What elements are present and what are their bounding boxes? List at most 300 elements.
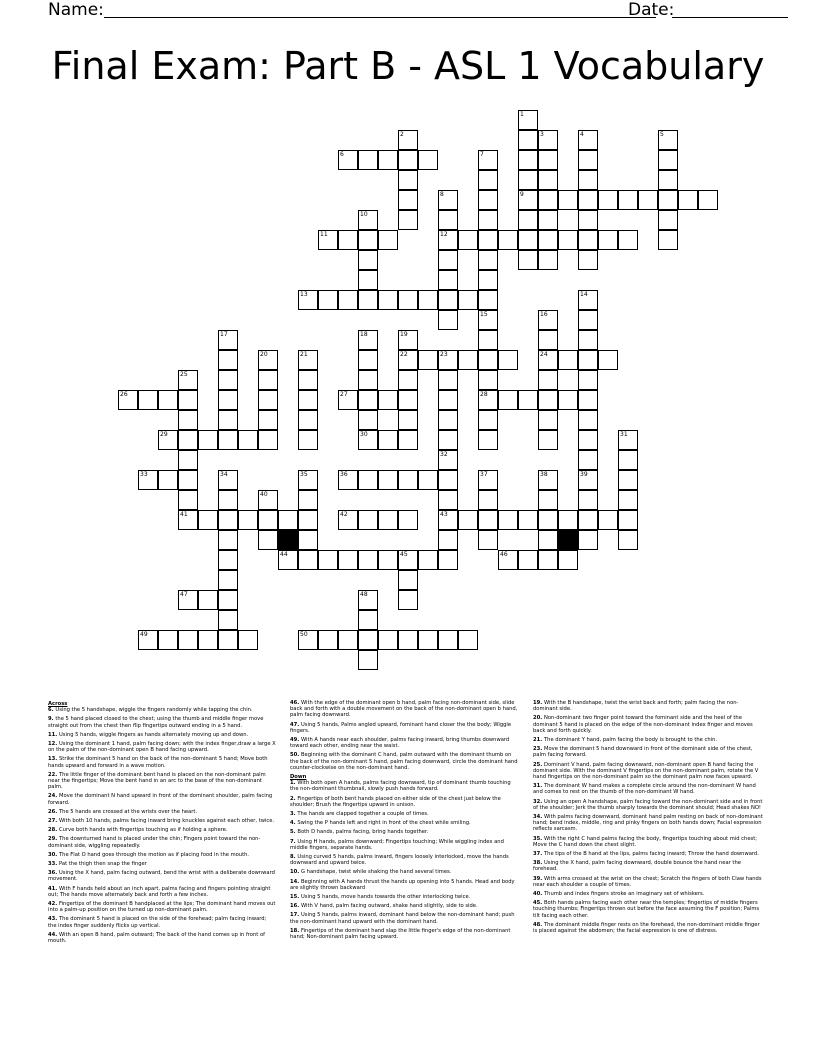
grid-cell[interactable]: [538, 130, 558, 150]
grid-cell[interactable]: [538, 490, 558, 510]
grid-cell[interactable]: [358, 250, 378, 270]
grid-cell[interactable]: [338, 630, 358, 650]
grid-cell[interactable]: [378, 390, 398, 410]
grid-cell[interactable]: [218, 610, 238, 630]
clue-item-number: 16.: [290, 903, 301, 910]
grid-cell[interactable]: [438, 250, 458, 270]
grid-cell[interactable]: [358, 470, 378, 490]
grid-cell[interactable]: [618, 450, 638, 470]
grid-cell[interactable]: [578, 370, 598, 390]
grid-cell[interactable]: [178, 450, 198, 470]
grid-cell[interactable]: [558, 190, 578, 210]
clue-number: 23: [440, 351, 448, 358]
grid-cell[interactable]: [658, 150, 678, 170]
grid-cell[interactable]: [358, 270, 378, 290]
grid-cell[interactable]: [378, 630, 398, 650]
grid-cell[interactable]: [578, 450, 598, 470]
clue-item-text: The dominant middle finger rests on the forehead, the non-dominant middle finger is placed against the abdomen; the facial expression is one of distress.: [533, 921, 760, 935]
grid-cell[interactable]: [398, 330, 418, 350]
grid-cell[interactable]: [498, 230, 518, 250]
clue-item: [533, 876, 763, 888]
grid-cell[interactable]: [278, 510, 298, 530]
grid-cell[interactable]: [338, 230, 358, 250]
grid-cell[interactable]: [518, 550, 538, 570]
clue-number: 9: [520, 191, 524, 198]
grid-cell[interactable]: [518, 110, 538, 130]
grid-cell[interactable]: [538, 430, 558, 450]
grid-cell[interactable]: [538, 150, 558, 170]
grid-cell[interactable]: [518, 250, 538, 270]
grid-cell[interactable]: [618, 190, 638, 210]
grid-cell[interactable]: [138, 470, 158, 490]
grid-cell[interactable]: [538, 310, 558, 330]
grid-cell[interactable]: [258, 430, 278, 450]
grid-cell[interactable]: [358, 510, 378, 530]
grid-cell[interactable]: [518, 190, 538, 210]
grid-cell[interactable]: [458, 630, 478, 650]
grid-cell[interactable]: [318, 230, 338, 250]
grid-cell[interactable]: [558, 350, 578, 370]
grid-cell[interactable]: [398, 430, 418, 450]
grid-cell[interactable]: [678, 190, 698, 210]
clue-item-text: Dominant V hand, palm facing downward, non-dominant open B hand facing the dominant side. With the dominant V fingertips on the non-dominant palm, rotate the V hand fingertips on the non-dominant palm so the dominant palm now faces upward.: [533, 761, 759, 781]
grid-cell[interactable]: [478, 270, 498, 290]
clue-item-text: With arms crossed at the wrist on the chest; Scratch the fingers of both Claw hands near each shoulder a couple of times.: [533, 875, 762, 888]
grid-cell[interactable]: [478, 190, 498, 210]
grid-cell[interactable]: [298, 490, 318, 510]
grid-cell[interactable]: [518, 150, 538, 170]
grid-cell[interactable]: [238, 630, 258, 650]
grid-cell[interactable]: [538, 230, 558, 250]
grid-cell[interactable]: [118, 390, 138, 410]
grid-cell[interactable]: [578, 150, 598, 170]
grid-cell[interactable]: [218, 490, 238, 510]
grid-cell[interactable]: [478, 410, 498, 430]
grid-cell[interactable]: [218, 550, 238, 570]
grid-cell[interactable]: [358, 610, 378, 630]
grid-cell[interactable]: [578, 290, 598, 310]
grid-cell[interactable]: [378, 470, 398, 490]
clue-item: [290, 796, 518, 808]
grid-cell[interactable]: [598, 230, 618, 250]
grid-cell[interactable]: [178, 590, 198, 610]
grid-cell[interactable]: [538, 510, 558, 530]
grid-cell[interactable]: [578, 190, 598, 210]
grid-cell[interactable]: [198, 510, 218, 530]
grid-cell[interactable]: [298, 430, 318, 450]
grid-cell[interactable]: [258, 370, 278, 390]
grid-cell[interactable]: [518, 230, 538, 250]
grid-cell[interactable]: [398, 210, 418, 230]
grid-cell[interactable]: [358, 330, 378, 350]
grid-cell[interactable]: [398, 550, 418, 570]
grid-cell[interactable]: [598, 510, 618, 530]
grid-cell[interactable]: [538, 250, 558, 270]
grid-cell[interactable]: [478, 250, 498, 270]
grid-cell[interactable]: [478, 350, 498, 370]
grid-cell[interactable]: [418, 290, 438, 310]
grid-cell[interactable]: [378, 550, 398, 570]
grid-cell[interactable]: [498, 510, 518, 530]
grid-cell[interactable]: [298, 630, 318, 650]
grid-cell[interactable]: [538, 190, 558, 210]
grid-cell[interactable]: [438, 190, 458, 210]
grid-cell[interactable]: [218, 570, 238, 590]
grid-cell[interactable]: [138, 630, 158, 650]
grid-cell[interactable]: [478, 150, 498, 170]
grid-cell[interactable]: [438, 310, 458, 330]
grid-cell[interactable]: [178, 430, 198, 450]
grid-cell[interactable]: [438, 350, 458, 370]
grid-cell[interactable]: [658, 130, 678, 150]
grid-cell[interactable]: [298, 470, 318, 490]
grid-cell[interactable]: [578, 530, 598, 550]
grid-cell[interactable]: [578, 490, 598, 510]
grid-cell[interactable]: [438, 230, 458, 250]
grid-cell[interactable]: [598, 190, 618, 210]
clue-column-1: [48, 700, 276, 947]
grid-cell[interactable]: [198, 590, 218, 610]
grid-cell[interactable]: [398, 570, 418, 590]
grid-cell[interactable]: [358, 430, 378, 450]
grid-cell[interactable]: [478, 510, 498, 530]
grid-cell[interactable]: [438, 410, 458, 430]
grid-cell[interactable]: [398, 370, 418, 390]
grid-cell[interactable]: [258, 390, 278, 410]
clue-item: [290, 854, 518, 866]
grid-cell[interactable]: [338, 470, 358, 490]
grid-cell[interactable]: [218, 370, 238, 390]
grid-cell[interactable]: [538, 470, 558, 490]
clue-item-text: The dominant Y hand, palm facing the body is brought to the chin.: [544, 737, 718, 744]
clue-item-number: 23.: [533, 746, 544, 753]
grid-cell[interactable]: [598, 350, 618, 370]
grid-cell[interactable]: [398, 470, 418, 490]
grid-cell[interactable]: [578, 390, 598, 410]
grid-cell[interactable]: [538, 530, 558, 550]
grid-cell[interactable]: [438, 290, 458, 310]
grid-cell[interactable]: [378, 230, 398, 250]
grid-cell[interactable]: [178, 470, 198, 490]
grid-cell[interactable]: [298, 530, 318, 550]
clue-item-number: 11.: [48, 731, 59, 738]
grid-cell[interactable]: [578, 230, 598, 250]
clue-number: 32: [440, 451, 448, 458]
grid-cell[interactable]: [178, 510, 198, 530]
clue-number: 50: [300, 631, 308, 638]
grid-cell[interactable]: [378, 510, 398, 530]
grid-cell[interactable]: [438, 390, 458, 410]
black-square: [278, 530, 298, 550]
grid-cell[interactable]: [398, 290, 418, 310]
grid-cell[interactable]: [178, 490, 198, 510]
clue-item: [533, 746, 763, 758]
grid-cell[interactable]: [478, 530, 498, 550]
clue-item-number: 9.: [48, 716, 56, 723]
grid-cell[interactable]: [158, 430, 178, 450]
grid-cell[interactable]: [358, 650, 378, 670]
grid-cell[interactable]: [578, 210, 598, 230]
grid-cell[interactable]: [338, 510, 358, 530]
grid-cell[interactable]: [338, 150, 358, 170]
grid-cell[interactable]: [218, 510, 238, 530]
grid-cell[interactable]: [478, 370, 498, 390]
grid-cell[interactable]: [618, 470, 638, 490]
grid-cell[interactable]: [538, 410, 558, 430]
grid-cell[interactable]: [358, 590, 378, 610]
grid-cell[interactable]: [178, 410, 198, 430]
grid-cell[interactable]: [338, 550, 358, 570]
clue-number: 40: [260, 491, 268, 498]
clue-item-text: Fingertips of both bent hands placed on either side of the chest just below the shoulder; Brush the fingertips upward in unison.: [290, 795, 501, 808]
grid-cell[interactable]: [478, 330, 498, 350]
clue-number: 30: [360, 431, 368, 438]
grid-cell[interactable]: [398, 130, 418, 150]
grid-cell[interactable]: [518, 390, 538, 410]
grid-cell[interactable]: [318, 290, 338, 310]
date-field[interactable]: [672, 17, 788, 18]
grid-cell[interactable]: [438, 370, 458, 390]
grid-cell[interactable]: [558, 230, 578, 250]
grid-cell[interactable]: [398, 170, 418, 190]
grid-cell[interactable]: [518, 170, 538, 190]
grid-cell[interactable]: [358, 550, 378, 570]
grid-cell[interactable]: [518, 210, 538, 230]
clue-item-number: 48.: [533, 921, 544, 928]
grid-cell[interactable]: [438, 450, 458, 470]
grid-cell[interactable]: [578, 350, 598, 370]
grid-cell[interactable]: [218, 630, 238, 650]
grid-cell[interactable]: [558, 550, 578, 570]
grid-cell[interactable]: [398, 410, 418, 430]
clue-item-number: 8.: [290, 854, 298, 861]
grid-cell[interactable]: [318, 630, 338, 650]
grid-cell[interactable]: [378, 430, 398, 450]
grid-cell[interactable]: [358, 390, 378, 410]
grid-cell[interactable]: [478, 390, 498, 410]
clue-item: [48, 772, 276, 791]
grid-cell[interactable]: [338, 390, 358, 410]
grid-cell[interactable]: [438, 490, 458, 510]
clue-number: 1: [520, 111, 524, 118]
grid-cell[interactable]: [378, 290, 398, 310]
clue-item-text: Using the dominant 1 hand, palm facing down; with the index finger,draw a large X on the palm of the non-dominant open B hand facing upward.: [48, 741, 276, 754]
grid-cell[interactable]: [358, 290, 378, 310]
grid-cell[interactable]: [458, 230, 478, 250]
clue-item: [48, 793, 276, 805]
grid-cell[interactable]: [398, 190, 418, 210]
grid-cell[interactable]: [638, 190, 658, 210]
grid-cell[interactable]: [358, 230, 378, 250]
grid-cell[interactable]: [258, 410, 278, 430]
grid-cell[interactable]: [538, 550, 558, 570]
grid-cell[interactable]: [178, 390, 198, 410]
grid-cell[interactable]: [398, 150, 418, 170]
grid-cell[interactable]: [478, 230, 498, 250]
clue-item-number: 1.: [290, 780, 298, 787]
grid-cell[interactable]: [538, 210, 558, 230]
clue-number: 37: [480, 471, 488, 478]
grid-cell[interactable]: [578, 130, 598, 150]
clue-number: 16: [540, 311, 548, 318]
grid-cell[interactable]: [178, 370, 198, 390]
grid-cell[interactable]: [438, 270, 458, 290]
grid-cell[interactable]: [218, 330, 238, 350]
grid-cell[interactable]: [218, 470, 238, 490]
grid-cell[interactable]: [258, 510, 278, 530]
grid-cell[interactable]: [418, 470, 438, 490]
grid-cell[interactable]: [298, 410, 318, 430]
grid-cell[interactable]: [618, 230, 638, 250]
grid-cell[interactable]: [398, 510, 418, 530]
grid-cell[interactable]: [578, 330, 598, 350]
grid-cell[interactable]: [478, 170, 498, 190]
grid-cell[interactable]: [478, 290, 498, 310]
grid-cell[interactable]: [218, 530, 238, 550]
name-field[interactable]: [104, 17, 656, 18]
grid-cell[interactable]: [578, 250, 598, 270]
grid-cell[interactable]: [298, 510, 318, 530]
grid-cell[interactable]: [618, 530, 638, 550]
clue-item-text: With an open B hand, palm outward; The back of the hand comes up in front of mouth.: [48, 931, 265, 945]
grid-cell[interactable]: [438, 430, 458, 450]
grid-cell[interactable]: [458, 510, 478, 530]
grid-cell[interactable]: [358, 370, 378, 390]
grid-cell[interactable]: [138, 390, 158, 410]
grid-cell[interactable]: [618, 510, 638, 530]
clue-item-number: 15.: [290, 894, 301, 901]
grid-cell[interactable]: [538, 350, 558, 370]
grid-cell[interactable]: [158, 630, 178, 650]
grid-cell[interactable]: [578, 470, 598, 490]
grid-cell[interactable]: [418, 550, 438, 570]
grid-cell[interactable]: [478, 210, 498, 230]
clue-item-text: Fingertips of the dominant B handplaced at the lips; The dominant hand moves out into a palm-up position on the turned up non-dominant palm.: [48, 901, 276, 914]
grid-cell[interactable]: [378, 150, 398, 170]
grid-cell[interactable]: [518, 510, 538, 530]
grid-cell[interactable]: [298, 390, 318, 410]
grid-cell[interactable]: [358, 350, 378, 370]
grid-cell[interactable]: [538, 390, 558, 410]
grid-cell[interactable]: [478, 470, 498, 490]
grid-cell[interactable]: [298, 290, 318, 310]
grid-cell[interactable]: [278, 550, 298, 570]
grid-cell[interactable]: [658, 190, 678, 210]
grid-cell[interactable]: [298, 550, 318, 570]
clue-number: 11: [320, 231, 328, 238]
clue-item-text: Thumb and index fingers stroke an imaginary set of whiskers.: [544, 891, 705, 898]
grid-cell[interactable]: [578, 510, 598, 530]
clue-item-number: 13.: [48, 756, 59, 763]
grid-cell[interactable]: [658, 170, 678, 190]
grid-cell[interactable]: [198, 430, 218, 450]
grid-cell[interactable]: [438, 470, 458, 490]
grid-cell[interactable]: [398, 390, 418, 410]
grid-cell[interactable]: [478, 490, 498, 510]
clue-number: 36: [340, 471, 348, 478]
clue-item-number: 32.: [533, 798, 544, 805]
clue-column-2: [290, 700, 518, 943]
grid-cell[interactable]: [458, 350, 478, 370]
grid-cell[interactable]: [158, 390, 178, 410]
grid-cell[interactable]: [398, 590, 418, 610]
grid-cell[interactable]: [578, 170, 598, 190]
grid-cell[interactable]: [298, 350, 318, 370]
clue-number: 34: [220, 471, 228, 478]
grid-cell[interactable]: [438, 550, 458, 570]
grid-cell[interactable]: [418, 630, 438, 650]
grid-cell[interactable]: [518, 130, 538, 150]
grid-cell[interactable]: [218, 430, 238, 450]
grid-cell[interactable]: [658, 210, 678, 230]
grid-cell[interactable]: [578, 310, 598, 330]
grid-cell[interactable]: [358, 410, 378, 430]
grid-cell[interactable]: [538, 170, 558, 190]
clue-item-number: 36.: [48, 870, 59, 877]
grid-cell[interactable]: [498, 350, 518, 370]
clue-item-text: Strike the dominant 5 hand on the back of the non-dominant 5 hand; Move both hands upward and forward in a wave motion.: [48, 756, 268, 769]
grid-cell[interactable]: [358, 630, 378, 650]
grid-cell[interactable]: [258, 530, 278, 550]
grid-cell[interactable]: [338, 290, 358, 310]
grid-cell[interactable]: [618, 490, 638, 510]
grid-cell[interactable]: [658, 230, 678, 250]
clue-item-text: The tips of the B hand at the lips, palms facing inward; Throw the hand downward.: [544, 851, 759, 858]
grid-cell[interactable]: [218, 590, 238, 610]
grid-cell[interactable]: [478, 430, 498, 450]
grid-cell[interactable]: [198, 630, 218, 650]
grid-cell[interactable]: [258, 350, 278, 370]
grid-cell[interactable]: [398, 630, 418, 650]
grid-cell[interactable]: [558, 390, 578, 410]
grid-cell[interactable]: [698, 190, 718, 210]
grid-cell[interactable]: [538, 330, 558, 350]
grid-cell[interactable]: [458, 290, 478, 310]
grid-cell[interactable]: [238, 430, 258, 450]
grid-cell[interactable]: [258, 490, 278, 510]
grid-cell[interactable]: [158, 470, 178, 490]
clue-item-number: 27.: [48, 818, 59, 825]
grid-cell[interactable]: [558, 510, 578, 530]
grid-cell[interactable]: [418, 150, 438, 170]
grid-cell[interactable]: [498, 550, 518, 570]
grid-cell[interactable]: [418, 350, 438, 370]
grid-cell[interactable]: [218, 350, 238, 370]
grid-cell[interactable]: [618, 430, 638, 450]
grid-cell[interactable]: [398, 350, 418, 370]
grid-cell[interactable]: [538, 370, 558, 390]
grid-cell[interactable]: [218, 410, 238, 430]
grid-cell[interactable]: [358, 210, 378, 230]
grid-cell[interactable]: [238, 510, 258, 530]
grid-cell[interactable]: [498, 390, 518, 410]
grid-cell[interactable]: [438, 210, 458, 230]
grid-cell[interactable]: [178, 630, 198, 650]
grid-cell[interactable]: [318, 550, 338, 570]
grid-cell[interactable]: [478, 310, 498, 330]
grid-cell[interactable]: [218, 390, 238, 410]
grid-cell[interactable]: [438, 630, 458, 650]
clue-item-number: 33.: [48, 861, 59, 868]
grid-cell[interactable]: [298, 370, 318, 390]
clue-item-number: 34.: [533, 814, 544, 821]
clue-number: 20: [260, 351, 268, 358]
grid-cell[interactable]: [358, 150, 378, 170]
grid-cell[interactable]: [438, 530, 458, 550]
grid-cell[interactable]: [578, 410, 598, 430]
grid-cell[interactable]: [578, 430, 598, 450]
grid-cell[interactable]: [438, 510, 458, 530]
